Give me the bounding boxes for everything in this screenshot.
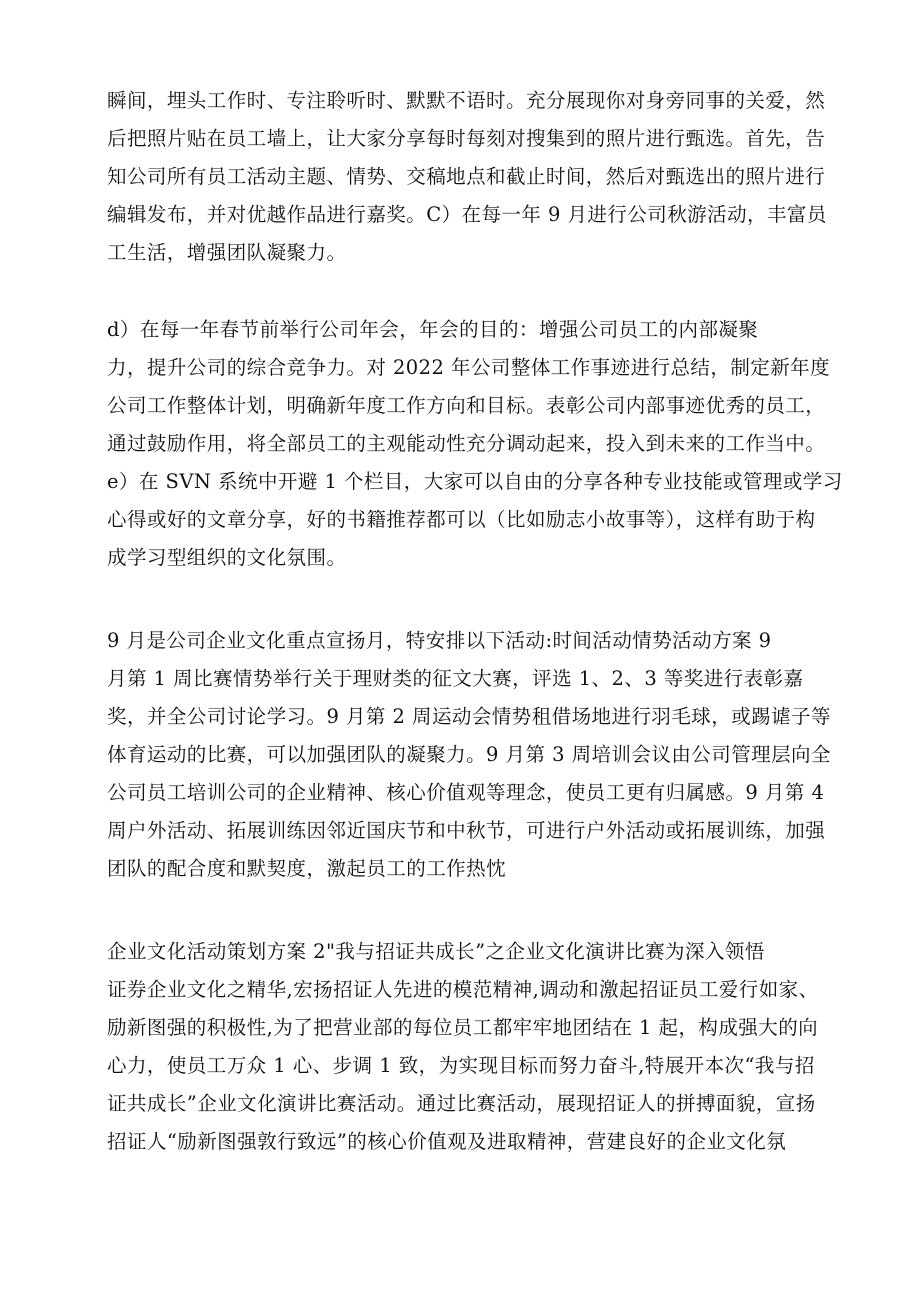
text-line: 瞬间，埋头工作时、专注聆听时、默默不语时。充分展现你对身旁同事的关爱，然: [107, 89, 826, 112]
text-line: 通过鼓励作用，将全部员工的主观能动性充分调动起来，投入到未来的工作当中。: [107, 432, 826, 455]
text-line: 成学习型组织的文化氛围。: [107, 546, 347, 569]
text-line: 9 月是公司企业文化重点宣扬月，特安排以下活动:时间活动情势活动方案 9: [107, 629, 772, 652]
text-line: 奖，并全公司讨论学习。9 月第 2 周运动会情势租借场地进行羽毛球，或踢谑子等: [107, 705, 831, 728]
text-line: 励新图强的积极性,为了把营业部的每位员工都牢牢地团结在 1 起，构成强大的向: [107, 1016, 819, 1039]
text-line: d）在每一年春节前举行公司年会，年会的目的：增强公司员工的内部凝聚: [107, 318, 759, 341]
text-line: 体育运动的比赛，可以加强团队的凝聚力。9 月第 3 周培训会议由公司管理层向全: [107, 743, 831, 766]
text-line: 企业文化活动策划方案 2"我与招证共成长”之企业文化演讲比赛为深入领悟: [107, 940, 765, 963]
text-line: 证券企业文化之精华,宏扬招证人先进的模范精神,调动和激起招证员工爱行如家、: [107, 978, 819, 1001]
text-line: 公司员工培训公司的企业精神、核心价值观等理念，使员工更有归属感。9 月第 4: [107, 781, 825, 804]
text-line: 证共成长”企业文化演讲比赛活动。通过比赛活动，展现招证人的拼搏面貌，宣扬: [107, 1092, 816, 1115]
text-line: 力，提升公司的综合竞争力。对 2022 年公司整体工作事迹进行总结，制定新年度: [107, 356, 831, 379]
text-line: 心力，使员工万众 1 心、步调 1 致，为实现目标而努力奋斗,特展开本次“我与招: [107, 1054, 815, 1077]
text-line: 工生活，增强团队凝聚力。: [107, 241, 347, 264]
text-line: 月第 1 周比赛情势举行关于理财类的征文大赛，评选 1、2、3 等奖进行表彰嘉: [107, 667, 804, 690]
text-line: 知公司所有员工活动主题、情势、交稿地点和截止时间，然后对甄选出的照片进行: [107, 165, 826, 188]
paragraph-september-culture-month: [107, 622, 831, 888]
text-line: e）在 SVN 系统中开避 1 个栏目，大家可以自由的分享各种专业技能或管理或学习: [107, 470, 843, 493]
text-line: 公司工作整体计划，明确新年度工作方向和目标。表彰公司内部事迹优秀的员工，: [107, 394, 826, 417]
paragraph-speech-contest: [107, 933, 819, 1161]
paragraph-photo-activity: [107, 82, 827, 272]
text-line: 编辑发布，并对优越作品进行嘉奖。C）在每一年 9 月进行公司秋游活动，丰富员: [107, 203, 827, 226]
text-line: 周户外活动、拓展训练因邻近国庆节和中秋节，可进行户外活动或拓展训练，加强: [107, 819, 826, 842]
text-line: 招证人“励新图强敦行致远”的核心价值观及进取精神，营建良好的企业文化氛: [107, 1130, 787, 1153]
text-line: 团队的配合度和默契度，激起员工的工作热忱: [107, 857, 507, 880]
paragraph-annual-meeting: [107, 311, 843, 577]
text-line: 心得或好的文章分享，好的书籍推荐都可以（比如励志小故事等），这样有助于构: [107, 508, 816, 531]
text-line: 后把照片贴在员工墙上，让大家分享每时每刻对搜集到的照片进行甄选。首先，告: [107, 127, 826, 150]
